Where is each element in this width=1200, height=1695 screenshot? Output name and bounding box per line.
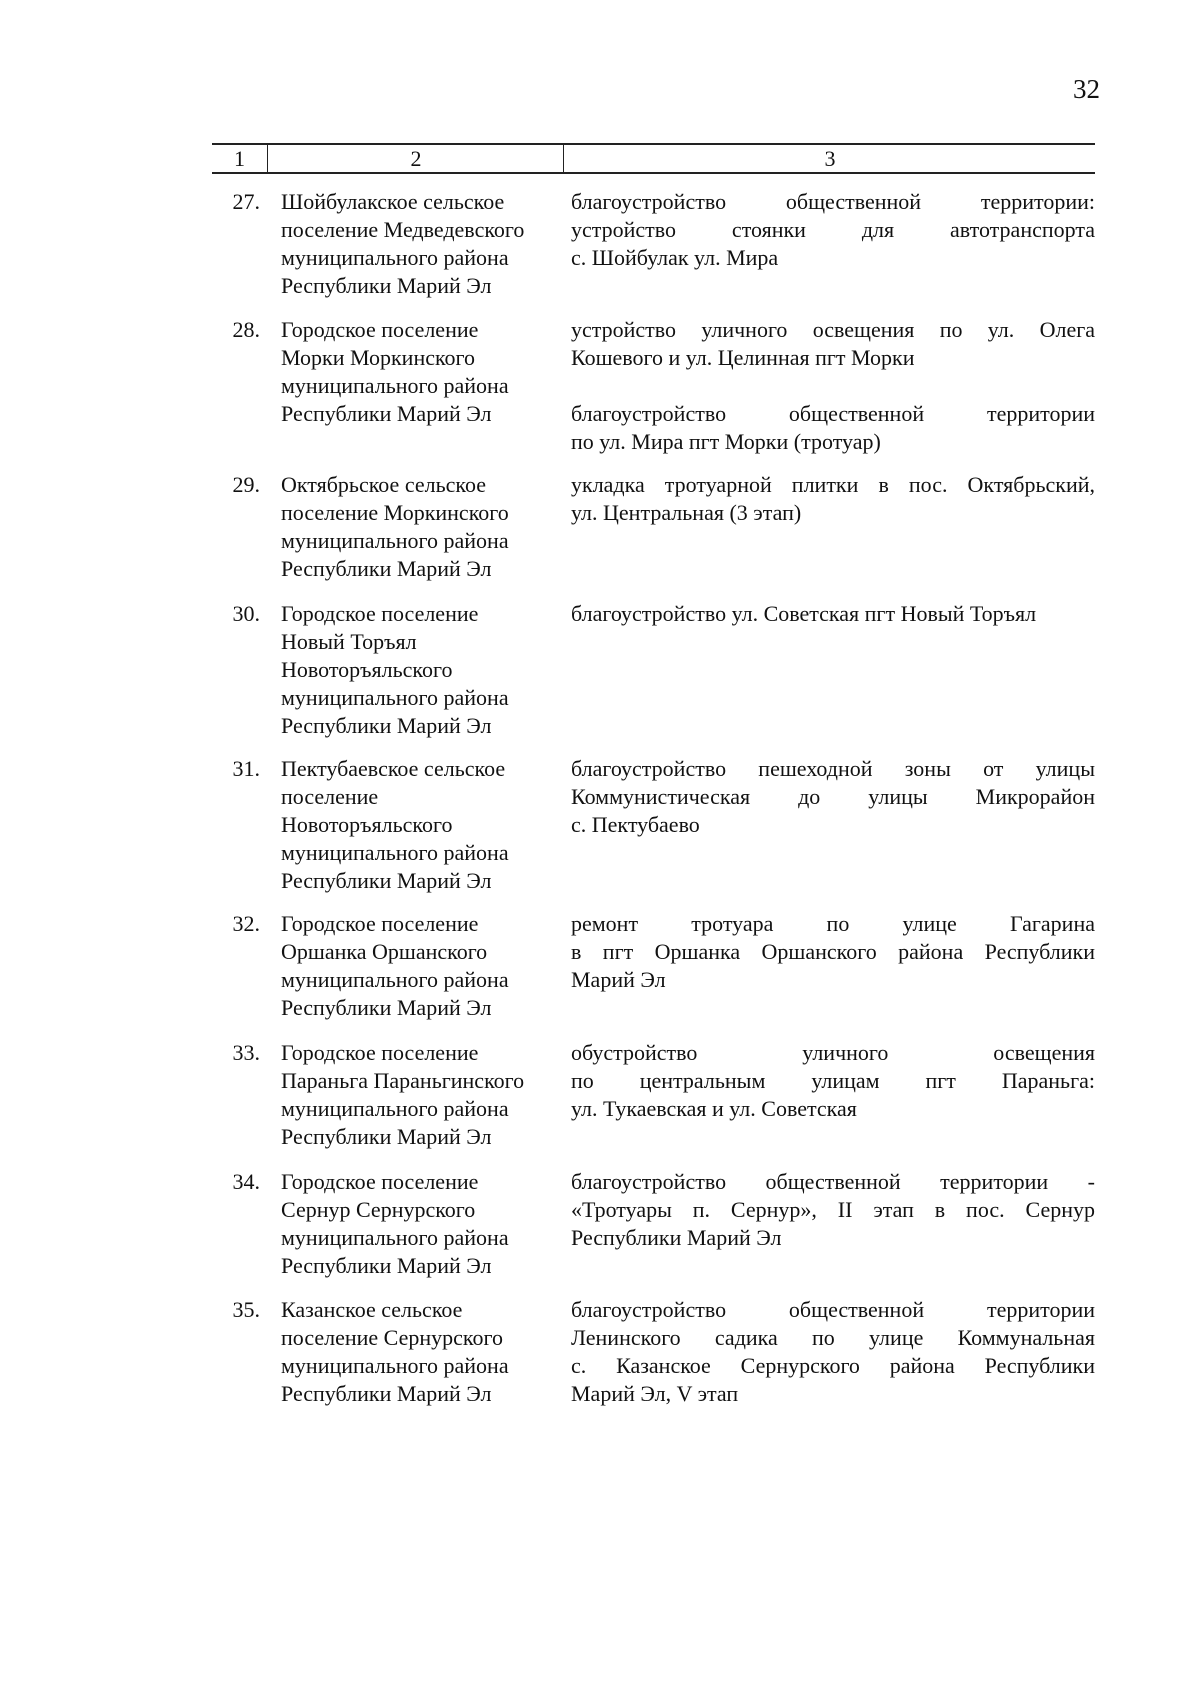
description-paragraph (571, 600, 1095, 628)
project-description (571, 600, 1095, 628)
row-number: 32. (232, 911, 260, 936)
settlement-name: Городское поселение Морки Моркинского муниципального района Республики Марий Эл (281, 317, 509, 426)
description-line: благоустройство общественной территории: (571, 189, 1095, 214)
description-line: укладка тротуарной плитки в пос. Октябрьский, (571, 472, 1095, 497)
row-number: 33. (232, 1040, 260, 1065)
table-row (212, 188, 1095, 300)
description-paragraph (571, 755, 1095, 839)
description-line: Кошевого и ул. Целинная пгт Морки (571, 345, 915, 370)
settlement-name: Шойбулакское сельское поселение Медведевского муниципального района Республики Марий Эл (281, 189, 525, 298)
row-number: 30. (232, 601, 260, 626)
description-paragraph (571, 188, 1095, 272)
settlement-name: Пектубаевское сельское поселение Новоторъяльского муниципального района Республики Марий Эл (281, 756, 509, 893)
description-paragraph (571, 1168, 1095, 1252)
project-description (571, 1168, 1095, 1252)
project-description (571, 755, 1095, 839)
table-row (212, 1039, 1095, 1151)
table-row (212, 316, 1095, 456)
project-description (571, 316, 1095, 456)
description-line: ремонт тротуара по улице Гагарина (571, 911, 1095, 936)
table-row (212, 600, 1095, 740)
table-row (212, 1296, 1095, 1408)
description-line: устройство стоянки для автотранспорта (571, 217, 1095, 242)
project-description (571, 1296, 1095, 1408)
row-number: 29. (232, 472, 260, 497)
description-line: благоустройство общественной территории - (571, 1169, 1095, 1194)
project-description (571, 1039, 1095, 1123)
row-number: 28. (232, 317, 260, 342)
description-line: устройство уличного освещения по ул. Олега (571, 317, 1095, 342)
description-line: по центральным улицам пгт Параньга: (571, 1068, 1095, 1093)
table-row (212, 471, 1095, 583)
project-description (571, 910, 1095, 994)
row-number: 27. (232, 189, 260, 214)
header-col-3: 3 (563, 145, 1096, 172)
table-header (212, 143, 1095, 174)
settlement-name: Городское поселение Параньга Параньгинского муниципального района Республики Марий Эл (281, 1040, 525, 1149)
header-col-1: 1 (234, 145, 245, 171)
description-line: с. Шойбулак ул. Мира (571, 245, 779, 270)
description-paragraph (571, 400, 1095, 456)
description-line: по ул. Мира пгт Морки (тротуар) (571, 429, 881, 454)
description-paragraph (571, 1039, 1095, 1123)
description-line: с. Казанское Сернурского района Республики (571, 1353, 1095, 1378)
description-line: с. Пектубаево (571, 812, 700, 837)
description-line: благоустройство общественной территории (571, 401, 1095, 426)
description-paragraph (571, 910, 1095, 994)
description-line: в пгт Оршанка Оршанского района Республики (571, 939, 1095, 964)
settlement-name: Городское поселение Оршанка Оршанского муниципального района Республики Марий Эл (281, 911, 509, 1020)
settlement-name: Городское поселение Сернур Сернурского муниципального района Республики Марий Эл (281, 1169, 509, 1278)
table-row (212, 910, 1095, 1022)
settlement-name: Казанское сельское поселение Сернурского муниципального района Республики Марий Эл (281, 1297, 509, 1406)
description-line: Ленинского садика по улице Коммунальная (571, 1325, 1095, 1350)
table-row (212, 755, 1095, 895)
description-line: Республики Марий Эл (571, 1225, 782, 1250)
project-description (571, 471, 1095, 527)
settlement-name: Городское поселение Новый Торъял Новоторъяльского муниципального района Республики Марий Эл (281, 601, 509, 738)
page-number: 32 (1073, 74, 1100, 104)
description-line: благоустройство общественной территории (571, 1297, 1095, 1322)
settlement-name: Октябрьское сельское поселение Моркинского муниципального района Республики Марий Эл (281, 472, 509, 581)
description-paragraph (571, 1296, 1095, 1408)
description-paragraph (571, 471, 1095, 527)
row-number: 34. (232, 1169, 260, 1194)
description-line: благоустройство ул. Советская пгт Новый Торъял (571, 601, 1037, 626)
row-number: 35. (232, 1297, 260, 1322)
description-line: ул. Тукаевская и ул. Советская (571, 1096, 857, 1121)
row-number: 31. (232, 756, 260, 781)
description-line: Коммунистическая до улицы Микрорайон (571, 784, 1095, 809)
description-line: «Тротуары п. Сернур», II этап в пос. Сернур (571, 1197, 1095, 1222)
description-line: благоустройство пешеходной зоны от улицы (571, 756, 1095, 781)
project-description (571, 188, 1095, 272)
description-paragraph (571, 316, 1095, 372)
description-line: обустройство уличного освещения (571, 1040, 1095, 1065)
table-row (212, 1168, 1095, 1280)
description-line: ул. Центральная (3 этап) (571, 500, 802, 525)
description-line: Марий Эл, V этап (571, 1381, 739, 1406)
description-line: Марий Эл (571, 967, 666, 992)
header-col-2: 2 (267, 145, 564, 172)
